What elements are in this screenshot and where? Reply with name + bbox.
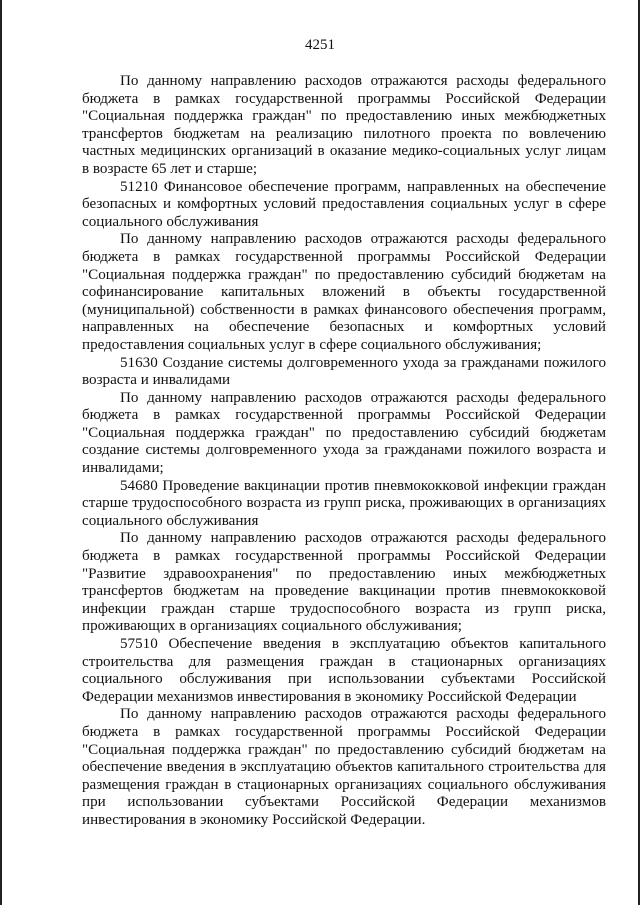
paragraph: По данному направлению расходов отражаются расходы федерального бюджета в рамках государственной программы Российской Федерации "Социальная поддержка граждан" по предоставлению субсидий бюджетам на обеспечение введения в эксплуатацию объектов капитального строительства для размещения граждан в стационарных организациях социального обслуживания при использовании субъектами Российской Федерации механизмов инвестирования в экономику Российской Федерации.: [82, 706, 606, 828]
section-heading: 51630 Создание системы долговременного ухода за гражданами пожилого возраста и инвалидами: [82, 354, 606, 389]
section-heading: 51210 Финансовое обеспечение программ, направленных на обеспечение безопасных и комфортных условий предоставления социальных услуг в сфере социального обслуживания: [82, 178, 606, 230]
page-number: 4251: [305, 37, 335, 53]
document-body: [82, 73, 606, 830]
section-heading: 57510 Обеспечение введения в эксплуатацию объектов капитального строительства для размещения граждан в стационарных организациях социального обслуживания при использовании субъектами Российской Федерации механизмов инвестирования в экономику Российской Федерации: [82, 636, 606, 705]
section-heading: 54680 Проведение вакцинации против пневмококковой инфекции граждан старше трудоспособного возраста из групп риска, проживающих в организациях социального обслуживания: [82, 477, 606, 529]
paragraph: По данному направлению расходов отражаются расходы федерального бюджета в рамках государственной программы Российской Федерации "Социальная поддержка граждан" по предоставлению субсидий бюджетам создание системы долговременного ухода за гражданами пожилого возраста и инвалидами;: [82, 389, 606, 477]
paragraph: По данному направлению расходов отражаются расходы федерального бюджета в рамках государственной программы Российской Федерации "Социальная поддержка граждан" по предоставлению субсидий бюджетам на софинансирование капитальных вложений в объекты государственной (муниципальной) собственности в рамках финансового обеспечения программ, направленных на обеспечение безопасных и комфортных условий предоставления социальных услуг в сфере социального обслуживания;: [82, 231, 606, 353]
paragraph: По данному направлению расходов отражаются расходы федерального бюджета в рамках государственной программы Российской Федерации "Развитие здравоохранения" по предоставлению иных межбюджетных трансфертов бюджетам на проведение вакцинации против пневмококковой инфекции граждан старше трудоспособного возраста из групп риска, проживающих в организациях социального обслуживания;: [82, 530, 606, 635]
paragraph: По данному направлению расходов отражаются расходы федерального бюджета в рамках государственной программы Российской Федерации "Социальная поддержка граждан" по предоставлению иных межбюджетных трансфертов бюджетам на реализацию пилотного проекта по вовлечению частных медицинских организаций в оказание медико-социальных услуг лицам в возрасте 65 лет и старше;: [82, 73, 606, 177]
